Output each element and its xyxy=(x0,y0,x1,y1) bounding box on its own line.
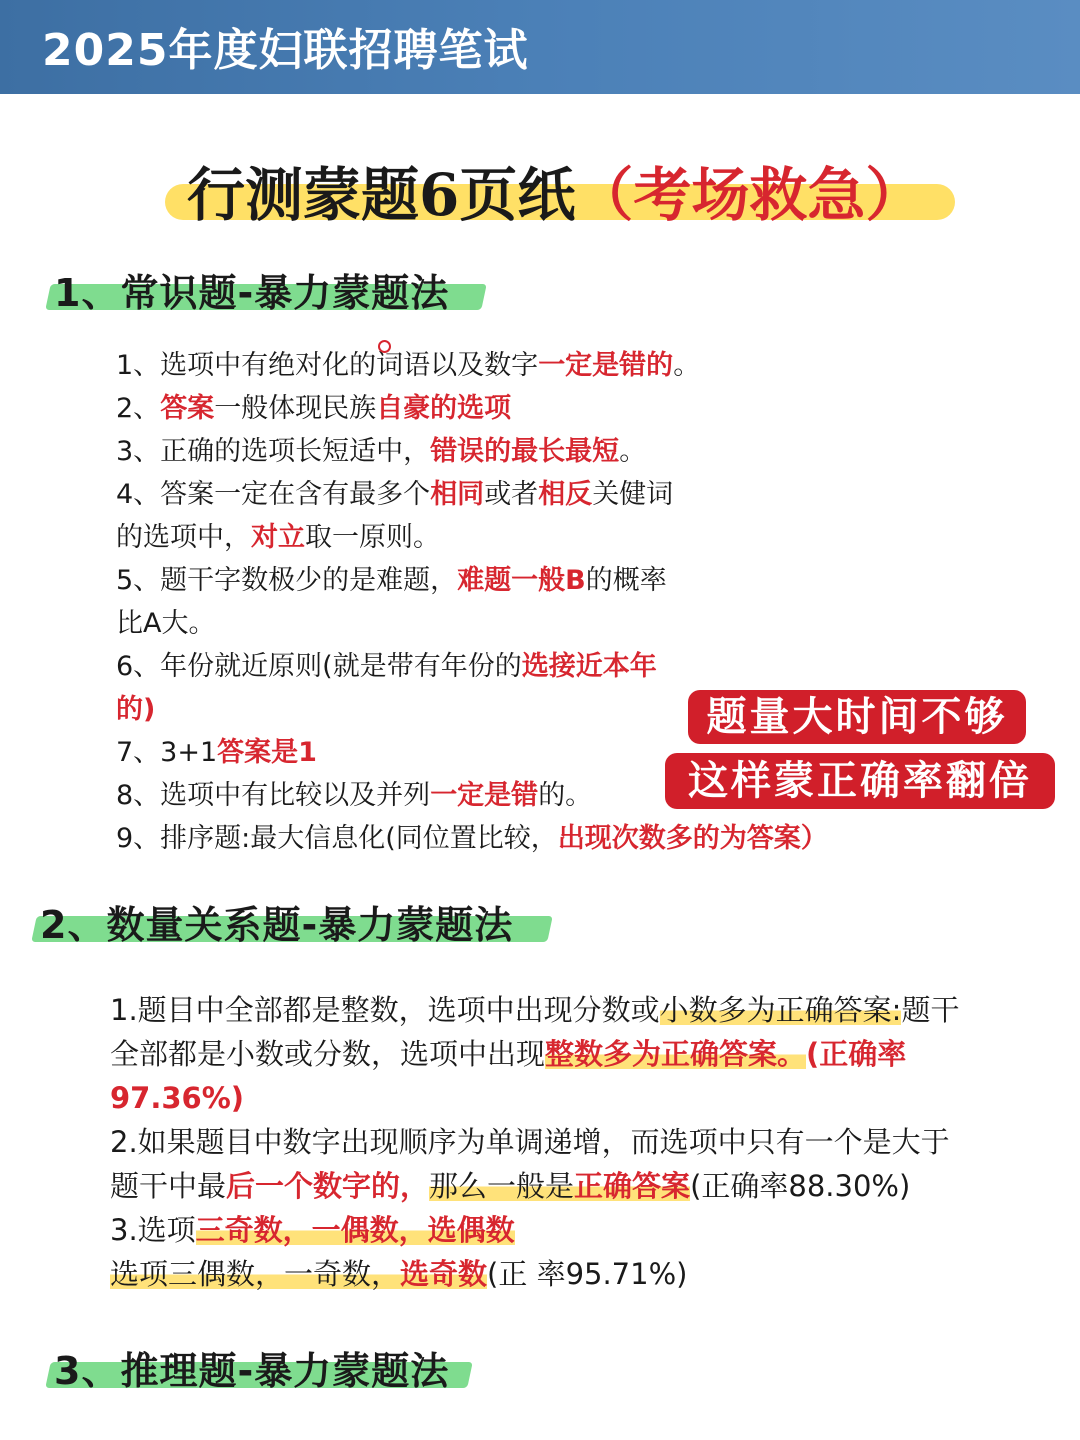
text-segment: 全部都是小数或分数，选项中出现 xyxy=(110,1037,546,1071)
text-segment: 相反 xyxy=(538,479,593,510)
text-segment: (正确率88.30%) xyxy=(690,1169,911,1203)
list-line xyxy=(110,1032,1010,1076)
text-segment: 。 xyxy=(619,436,647,467)
main-title-black: 行测蒙题6页纸 xyxy=(187,161,576,229)
section2-heading xyxy=(30,894,513,949)
text-segment: 出现次数多的为答案） xyxy=(557,823,828,854)
list-line xyxy=(110,1120,1010,1164)
text-segment: 题干 xyxy=(901,993,960,1027)
text-segment: 关健词 xyxy=(592,479,674,510)
text-segment: 那么一般是 xyxy=(429,1169,575,1203)
text-segment: 一定是错的 xyxy=(538,350,674,381)
text-segment: 9、排序题:最大信息化(同位置比较， xyxy=(116,823,558,854)
list-line xyxy=(116,387,736,430)
section1-title: 1、常识题-暴力蒙题法 xyxy=(54,271,450,315)
section3-heading xyxy=(44,1340,449,1395)
section2-list xyxy=(110,988,1010,1296)
text-segment: 对立 xyxy=(251,522,305,553)
text-segment: 8、选项中有比较以及并列 xyxy=(116,780,431,811)
text-segment: 2、 xyxy=(116,393,161,424)
text-segment: 1.题目中全部都是整数，选项中出现分数或 xyxy=(110,993,660,1027)
text-segment: 小数多为正确答案: xyxy=(659,993,902,1027)
text-segment: 选接近本年 xyxy=(521,651,657,682)
text-segment: 相同 xyxy=(430,479,485,510)
section1-heading xyxy=(44,262,449,317)
list-line xyxy=(116,344,736,387)
list-line xyxy=(110,1208,1010,1252)
text-segment: 自豪的选项 xyxy=(376,393,512,424)
text-segment: 整数多为正确答案。 xyxy=(545,1037,807,1071)
text-segment: 比A大。 xyxy=(116,608,216,639)
text-segment: 题干中最 xyxy=(110,1169,227,1203)
text-segment: 1、选项中有绝对化的词语以及数字 xyxy=(116,350,539,381)
text-segment: 难题一般B xyxy=(457,565,586,596)
list-line xyxy=(110,1164,1010,1208)
text-segment: 3.选项 xyxy=(110,1213,196,1247)
text-segment: 选项三偶数，一奇数， xyxy=(110,1257,401,1291)
text-segment: 。 xyxy=(673,350,701,381)
text-segment: 的选项中， xyxy=(116,522,251,553)
text-segment: 6、年份就近原则(就是带有年份的 xyxy=(116,651,522,682)
text-segment: 三奇数，一偶数，选偶数 xyxy=(195,1213,515,1247)
section2-title: 2、数量关系题-暴力蒙题法 xyxy=(40,903,514,947)
list-line xyxy=(116,688,736,731)
stamp-line2: 这样蒙正确率翻倍 xyxy=(665,753,1055,809)
text-segment: 5、题干字数极少的是难题， xyxy=(116,565,458,596)
text-segment: 一般体现民族 xyxy=(214,393,377,424)
text-segment: 答案是1 xyxy=(217,737,317,768)
list-line xyxy=(116,645,736,688)
main-title xyxy=(165,148,955,229)
list-line xyxy=(116,559,736,602)
text-segment: 后一个数字的， xyxy=(226,1169,430,1203)
text-segment: 一定是错 xyxy=(430,780,539,811)
text-segment: 答案 xyxy=(160,393,215,424)
text-segment: 错误的最长最短 xyxy=(430,436,620,467)
list-line xyxy=(116,516,736,559)
list-line xyxy=(116,774,736,817)
text-segment: 97.36%) xyxy=(110,1081,245,1115)
text-segment: 的) xyxy=(116,694,156,725)
list-line xyxy=(116,817,828,860)
text-segment: 2.如果题目中数字出现顺序为单调递增，而选项中只有一个是大于 xyxy=(110,1125,950,1159)
list-line xyxy=(116,602,736,645)
list-line xyxy=(110,1252,1010,1296)
list-line xyxy=(110,988,1010,1032)
text-segment: 取一原则。 xyxy=(305,522,440,553)
text-segment: 选奇数 xyxy=(400,1257,488,1291)
text-segment: 的。 xyxy=(538,780,593,811)
text-segment: (正确率 xyxy=(806,1037,907,1071)
list-line xyxy=(116,731,736,774)
text-segment: 或者 xyxy=(484,479,539,510)
section3-title: 3、推理题-暴力蒙题法 xyxy=(54,1349,450,1393)
text-segment: 的概率 xyxy=(585,565,667,596)
text-segment: 3、正确的选项长短适中， xyxy=(116,436,431,467)
text-segment: 正确答案 xyxy=(574,1169,691,1203)
list-line xyxy=(116,430,736,473)
header-banner xyxy=(0,0,1080,94)
text-segment: 7、3+1 xyxy=(116,737,218,768)
list-line xyxy=(110,1076,1010,1120)
header-title: 2025年度妇联招聘笔试 xyxy=(42,25,529,76)
section1-list xyxy=(116,344,828,860)
main-title-red: （考场救急） xyxy=(575,161,924,229)
text-segment: (正 率95.71%) xyxy=(487,1257,688,1291)
text-segment: 4、答案一定在含有最多个 xyxy=(116,479,431,510)
stamp-line1: 题量大时间不够 xyxy=(688,690,1026,744)
list-line xyxy=(116,473,736,516)
